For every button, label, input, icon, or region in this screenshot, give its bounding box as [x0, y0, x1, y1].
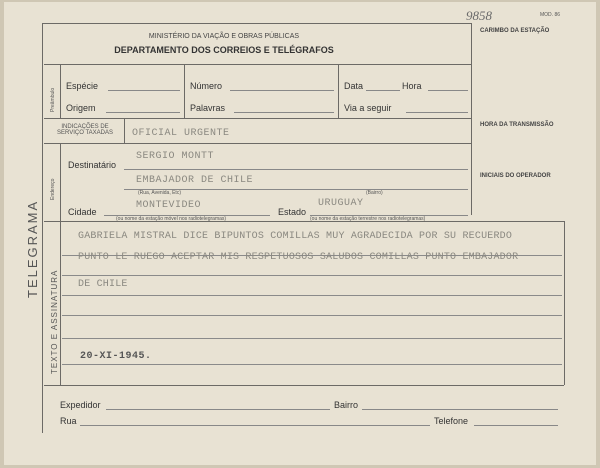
handwritten-number: 9858: [466, 8, 492, 23]
origem-label: Origem: [66, 103, 96, 113]
operator-initials-label: INICIAIS DO OPERADOR: [480, 173, 551, 179]
destinatario-value: SERGIO MONTT: [136, 151, 215, 162]
street-hint: (Rua, Avenida, Etc): [138, 190, 181, 196]
hora-label: Hora: [402, 81, 422, 91]
street-value: EMBAJADOR DE CHILE: [136, 175, 254, 186]
text-side-label: TEXTO E ASSINATURA: [50, 269, 59, 374]
services-label: INDICAÇÕES DE SERVIÇO TAXADAS: [56, 124, 114, 136]
palavras-label: Palavras: [190, 103, 226, 113]
telefone-label: Telefone: [434, 416, 469, 426]
department-title: DEPARTAMENTO DOS CORREIOS E TELÉGRAFOS: [114, 45, 334, 55]
station-stamp-label: CARIMBO DA ESTAÇÃO: [480, 28, 550, 34]
cidade-hint: (ou nome da estação móvel nos radiotelegramas): [116, 216, 227, 222]
message-line-3: DE CHILE: [78, 279, 128, 290]
form-title: TELEGRAMA: [25, 199, 40, 298]
bairro-label: Bairro: [334, 400, 359, 410]
data-label: Data: [344, 81, 364, 91]
message-date: 20-XI-1945.: [80, 351, 152, 362]
bairro-hint: (Bairro): [366, 190, 383, 196]
ministry-title: MINISTÉRIO DA VIAÇÃO E OBRAS PÚBLICAS: [148, 33, 300, 40]
preamble-side-label: Preâmbulo: [50, 87, 56, 112]
via-label: Via a seguir: [344, 103, 392, 113]
services-value: OFICIAL URGENTE: [132, 128, 230, 139]
message-line-2: PUNTO LE RUEGO ACEPTAR MIS RESPETUOSOS SALUDOS COMILLAS PUNTO EMBAJADOR: [78, 252, 519, 263]
message-line-1: GABRIELA MISTRAL DICE BIPUNTOS COMILLAS MUY AGRADECIDA POR SU RECUERDO: [78, 231, 513, 242]
estado-label: Estado: [278, 207, 307, 217]
transmission-time-label: HORA DA TRANSMISSÃO: [480, 122, 554, 128]
estado-value: URUGUAY: [318, 198, 364, 209]
form-model-number: MOD. 86: [540, 12, 561, 18]
destinatario-label: Destinatário: [68, 160, 117, 170]
cidade-label: Cidade: [68, 207, 97, 217]
expedidor-label: Expedidor: [60, 400, 101, 410]
especie-label: Espécie: [66, 81, 99, 91]
rua-label: Rua: [60, 416, 77, 426]
address-side-label: Endereço: [50, 178, 56, 200]
telegram-form: [4, 2, 596, 465]
numero-label: Número: [190, 81, 223, 91]
cidade-value: MONTEVIDEO: [136, 200, 202, 211]
estado-hint: (ou nome da estação terrestre nos radiotelegramas): [310, 216, 426, 222]
